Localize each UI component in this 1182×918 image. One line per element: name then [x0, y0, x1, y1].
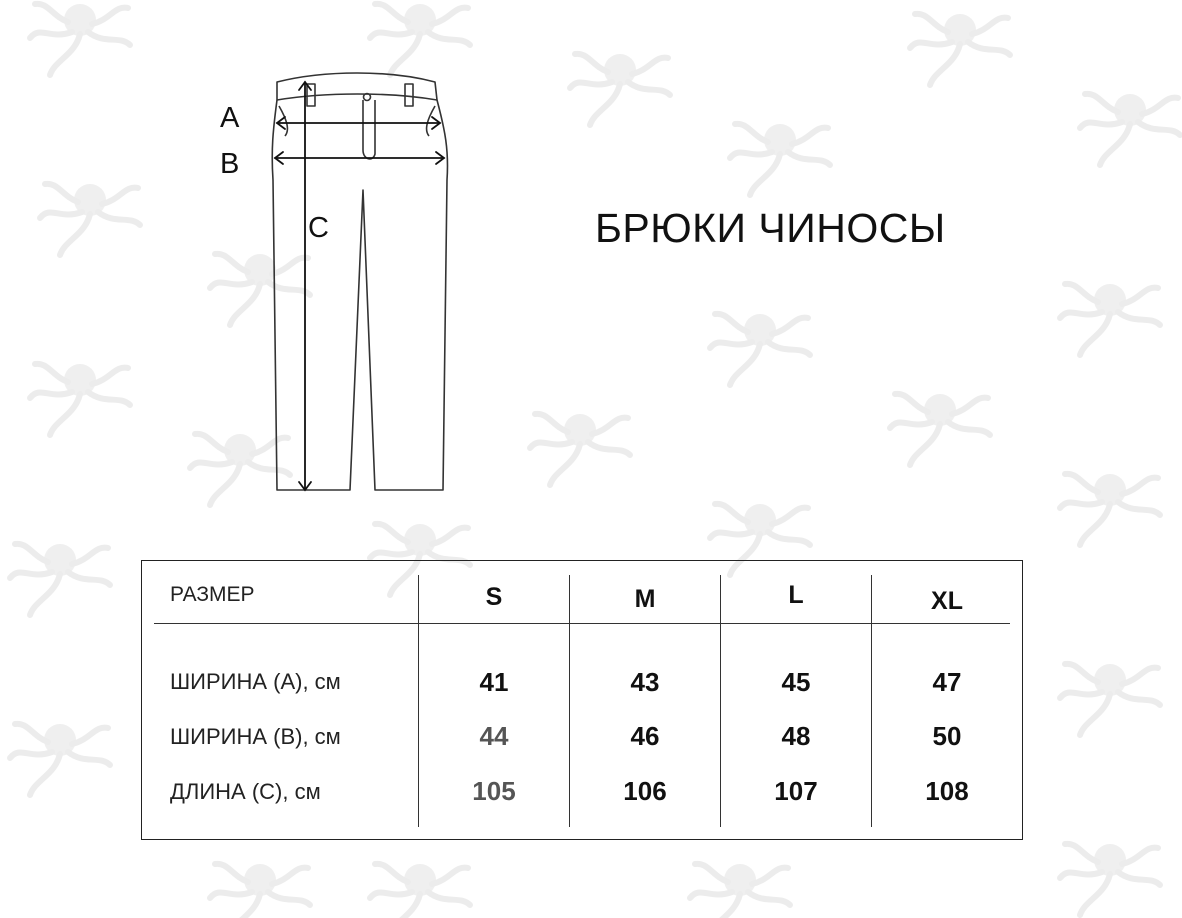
value-length-c-m: 106	[623, 776, 667, 806]
size-header-m: M	[634, 585, 656, 613]
row-label-width-a: ШИРИНА (А), см	[170, 669, 341, 694]
row-label-width-b: ШИРИНА (В), см	[170, 724, 341, 749]
header-divider	[154, 623, 1010, 624]
size-header-l: L	[788, 581, 804, 609]
value-width-a-xl: 47	[932, 667, 962, 697]
value-width-a-l: 45	[781, 667, 811, 697]
row-label-length-c: ДЛИНА (С), см	[170, 779, 321, 804]
value-width-b-s: 44	[479, 721, 509, 751]
value-width-b-m: 46	[630, 721, 660, 751]
value-width-b-l: 48	[781, 721, 811, 751]
value-length-c-l: 107	[774, 776, 818, 806]
dimension-label-a: A	[220, 102, 240, 134]
header-label-size: РАЗМЕР	[170, 583, 255, 606]
size-table	[141, 560, 1023, 840]
value-length-c-xl: 108	[925, 776, 969, 806]
pants-outline-icon	[215, 70, 465, 500]
size-header-xl: XL	[931, 587, 963, 615]
page-title: БРЮКИ ЧИНОСЫ	[595, 205, 946, 251]
dimension-label-c: C	[308, 212, 329, 244]
value-length-c-s: 105	[472, 776, 516, 806]
size-header-s: S	[485, 583, 503, 611]
value-width-a-s: 41	[479, 667, 509, 697]
value-width-b-xl: 50	[932, 721, 962, 751]
value-width-a-m: 43	[630, 667, 660, 697]
dimension-label-b: B	[220, 148, 240, 180]
